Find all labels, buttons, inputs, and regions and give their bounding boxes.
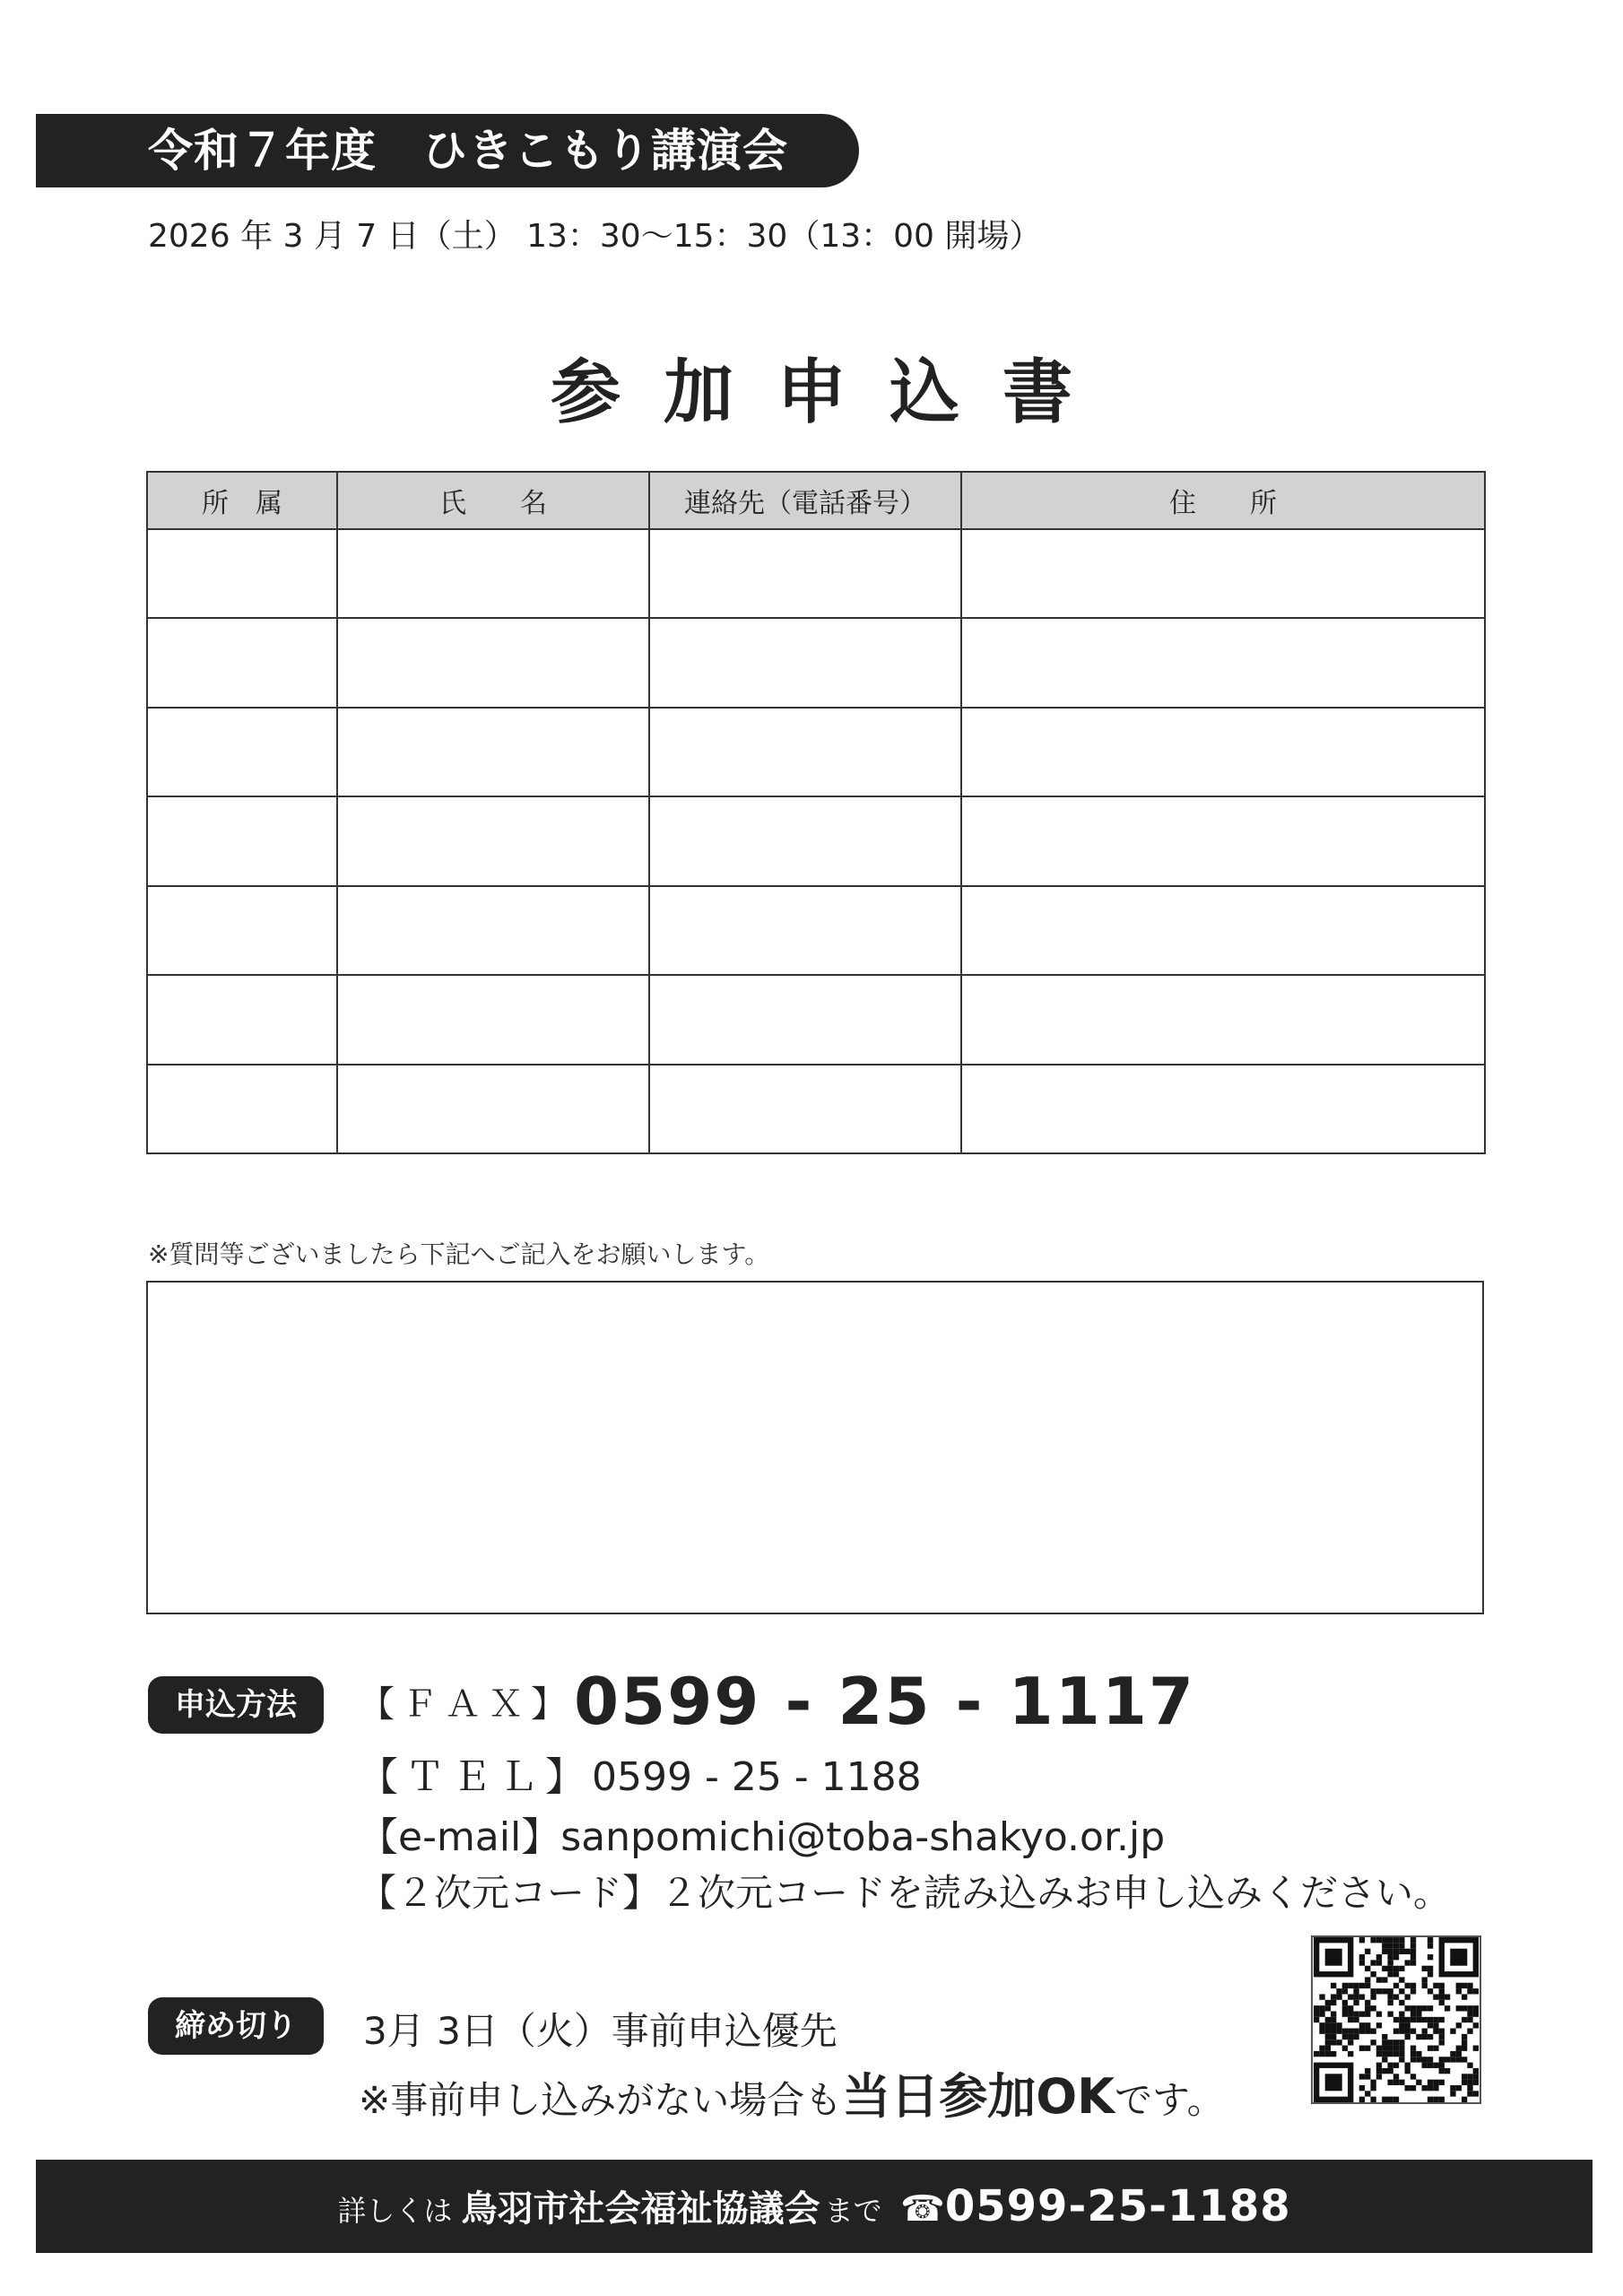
cell-name[interactable] — [337, 796, 649, 885]
form-title: 参加申込書 — [550, 352, 1115, 433]
cell-address[interactable] — [961, 886, 1485, 975]
deadline-note — [359, 2058, 1225, 2127]
phone-icon: ☎ — [899, 2188, 945, 2230]
footer-phone[interactable]: 0599-25-1188 — [944, 2181, 1291, 2231]
cell-affiliation[interactable] — [147, 796, 337, 885]
footer-suffix: まで — [824, 2194, 882, 2228]
qr-instruction: ２次元コードを読み込みお申し込みください。 — [660, 1871, 1452, 1915]
table-row — [147, 1065, 1485, 1153]
table-row — [147, 708, 1485, 796]
fax-label: 【ＦＡＸ】 — [359, 1683, 574, 1726]
cell-contact[interactable] — [649, 796, 961, 885]
email-label: 【e-mail】 — [359, 1814, 561, 1860]
cell-contact[interactable] — [649, 529, 961, 618]
cell-name[interactable] — [337, 618, 649, 707]
method-badge: 申込方法 — [148, 1676, 324, 1734]
header-name: 氏 名 — [337, 472, 649, 529]
cell-contact[interactable] — [649, 708, 961, 796]
cell-contact[interactable] — [649, 886, 961, 975]
cell-address[interactable] — [961, 708, 1485, 796]
cell-name[interactable] — [337, 975, 649, 1064]
email-link[interactable]: sanpomichi@toba-shakyo.or.jp — [560, 1814, 1166, 1860]
footer-bar — [36, 2160, 1593, 2253]
qr-code[interactable] — [1311, 1935, 1481, 2104]
header-contact: 連絡先（電話番号） — [649, 472, 961, 529]
tel-label: 【ＴＥＬ】 — [359, 1754, 592, 1800]
entry-table — [146, 471, 1486, 1154]
fax-line — [359, 1664, 1195, 1744]
cell-contact[interactable] — [649, 618, 961, 707]
cell-contact[interactable] — [649, 975, 961, 1064]
cell-address[interactable] — [961, 529, 1485, 618]
table-row — [147, 796, 1485, 885]
footer-prefix: 詳しくは — [337, 2194, 453, 2228]
deadline-note-suffix: です。 — [1114, 2078, 1225, 2122]
table-row — [147, 618, 1485, 707]
cell-name[interactable] — [337, 1065, 649, 1153]
cell-affiliation[interactable] — [147, 708, 337, 796]
cell-address[interactable] — [961, 796, 1485, 885]
tel-line — [359, 1744, 922, 1802]
header-affiliation: 所 属 — [147, 472, 337, 529]
footer-organization: 鳥羽市社会福祉協議会 — [461, 2188, 820, 2230]
same-day-ok: 当日参加OK — [842, 2068, 1115, 2125]
cell-address[interactable] — [961, 1065, 1485, 1153]
event-title: 令和７年度 ひきこもり講演会 — [148, 125, 788, 177]
header-address: 住 所 — [961, 472, 1485, 529]
deadline-note-prefix: ※事前申し込みがない場合も — [359, 2078, 843, 2122]
table-header-row — [147, 472, 1485, 529]
cell-affiliation[interactable] — [147, 529, 337, 618]
cell-affiliation[interactable] — [147, 1065, 337, 1153]
qr-label: 【２次元コード】 — [359, 1871, 661, 1915]
cell-address[interactable] — [961, 618, 1485, 707]
email-line — [359, 1805, 1165, 1862]
qr-line — [359, 1864, 1451, 1918]
table-row — [147, 975, 1485, 1064]
deadline-date: 3月 3日（火）事前申込優先 — [363, 2009, 838, 2053]
cell-name[interactable] — [337, 886, 649, 975]
fax-number: 0599 - 25 - 1117 — [574, 1664, 1196, 1739]
notes-box[interactable] — [146, 1281, 1484, 1614]
qr-code-image — [1313, 1937, 1480, 2102]
tel-number: 0599 - 25 - 1188 — [592, 1754, 922, 1800]
deadline-badge: 締め切り — [148, 1997, 324, 2055]
cell-affiliation[interactable] — [147, 618, 337, 707]
cell-contact[interactable] — [649, 1065, 961, 1153]
table-row — [147, 886, 1485, 975]
cell-name[interactable] — [337, 708, 649, 796]
table-row — [147, 529, 1485, 618]
cell-address[interactable] — [961, 975, 1485, 1064]
cell-affiliation[interactable] — [147, 886, 337, 975]
cell-affiliation[interactable] — [147, 975, 337, 1064]
notes-caption: ※質問等ございましたら下記へご記入をお願いします。 — [148, 1239, 770, 1269]
cell-name[interactable] — [337, 529, 649, 618]
event-date: 2026 年 3 月 7 日（土） 13：30〜15：30（13：00 開場） — [148, 218, 1042, 255]
